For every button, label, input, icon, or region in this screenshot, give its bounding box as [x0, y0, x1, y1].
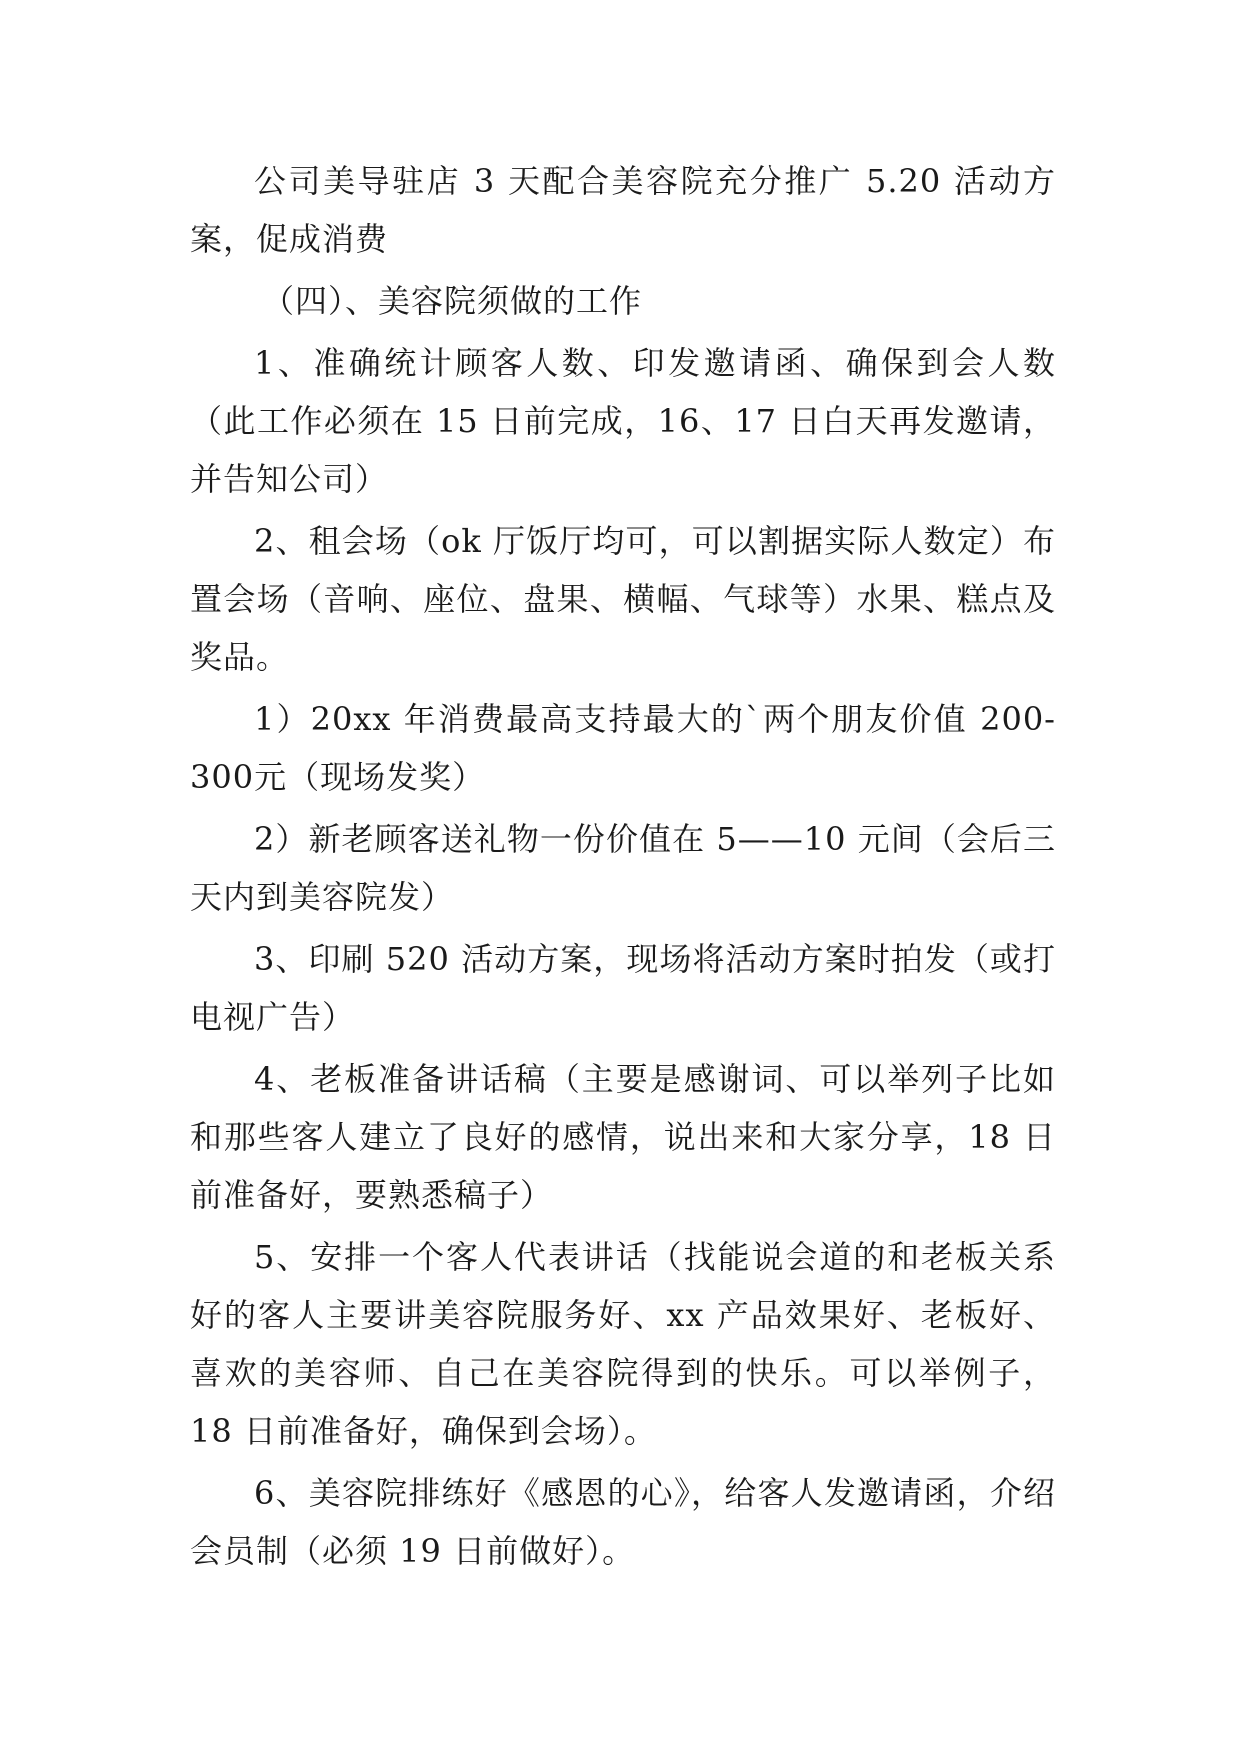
paragraph-subitem-2: 2）新老顾客送礼物一份价值在 5——10 元间（会后三天内到美容院发） — [190, 820, 1056, 916]
paragraph-item-4: 4、老板准备讲话稿（主要是感谢词、可以举列子比如和那些客人建立了良好的感情，说出来和大家分享，18 日前准备好，要熟悉稿子） — [190, 1060, 1056, 1214]
paragraph-item-1: 1、准确统计顾客人数、印发邀请函、确保到会人数（此工作必须在 15 日前完成，16、17 日白天再发邀请，并告知公司） — [190, 344, 1056, 498]
paragraph-item-2: 2、租会场（ok 厅饭厅均可，可以割据实际人数定）布置会场（音响、座位、盘果、横幅、气球等）水果、糕点及奖品。 — [190, 522, 1056, 676]
paragraph-item-6: 6、美容院排练好《感恩的心》，给客人发邀请函，介绍会员制（必须 19 日前做好）。 — [190, 1474, 1056, 1570]
section-heading-4: （四）、美容院须做的工作 — [262, 282, 643, 320]
paragraph-item-5: 5、安排一个客人代表讲话（找能说会道的和老板关系好的客人主要讲美容院服务好、xx 产品效果好、老板好、喜欢的美容师、自己在美容院得到的快乐。可以举例子，18 日前准备好，确保到会场）。 — [190, 1238, 1056, 1450]
document-body — [190, 152, 1056, 1584]
paragraph-subitem-1: 1）20xx 年消费最高支持最大的`两个朋友价值 200-300元（现场发奖） — [190, 700, 1056, 796]
paragraph-promotion: 公司美导驻店 3 天配合美容院充分推广 5.20 活动方案，促成消费 — [190, 162, 1056, 258]
paragraph-item-3: 3、印刷 520 活动方案，现场将活动方案时拍发（或打电视广告） — [190, 940, 1056, 1036]
